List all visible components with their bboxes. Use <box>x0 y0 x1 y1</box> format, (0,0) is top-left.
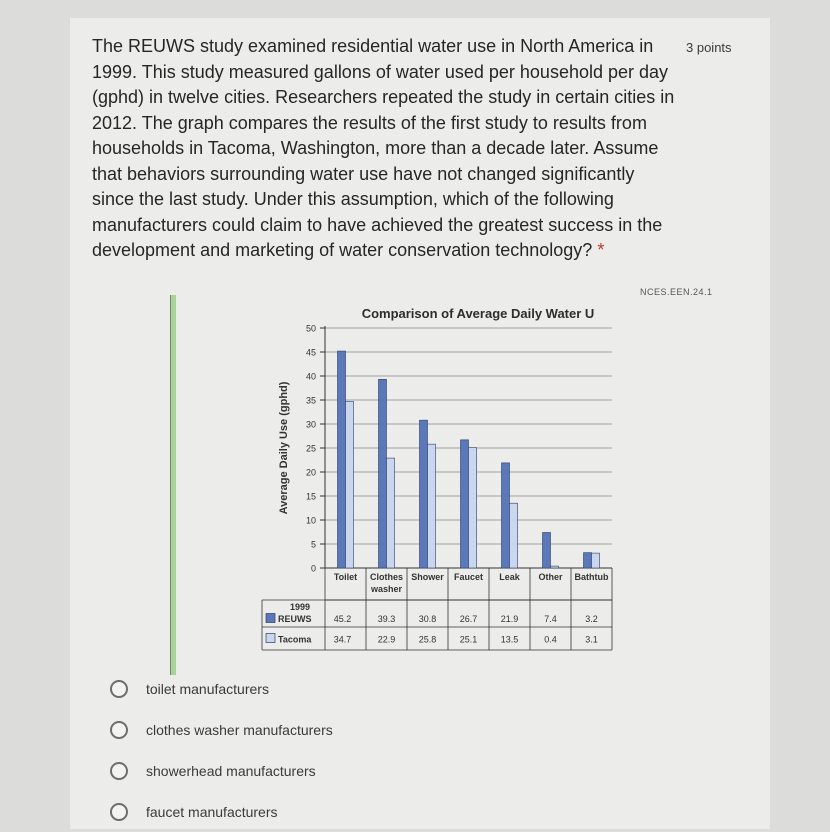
data-label: 3.1 <box>585 634 598 645</box>
bar <box>551 566 559 568</box>
data-label: 25.8 <box>418 634 437 645</box>
bar <box>461 440 469 568</box>
series-name: Tacoma <box>278 634 312 645</box>
radio-button[interactable] <box>110 762 128 780</box>
data-label: 3.2 <box>585 614 598 624</box>
series-name: 1999 <box>289 602 311 612</box>
category-label: washer <box>370 584 403 594</box>
category-label: Other <box>538 572 563 582</box>
option-label: toilet manufacturers <box>146 680 269 697</box>
y-tick-label: 25 <box>305 443 316 454</box>
bar <box>584 553 592 568</box>
question-body: The REUWS study examined residential water use in North America in 1999. This study measured gallons of water used per household per day (gphd) in twelve cities. Researchers repeated the study in certain cities in 2012. The graph compares the results of the first study to results from households in Tacoma, Washington, more than a decade later. Assume that behaviors surrounding water use have not changed significantly since the last study. Under this assumption, which of the following manufacturers could claim to have achieved the greatest success in the development and marketing of water conservation technology? <box>92 36 675 260</box>
category-label: Faucet <box>453 572 484 582</box>
series-name: REUWS <box>278 614 312 624</box>
y-tick-label: 5 <box>310 539 316 550</box>
reference-code: NCES.EEN.24.1 <box>640 287 713 297</box>
option-toilet[interactable] <box>110 668 333 709</box>
y-tick-label: 35 <box>305 395 316 406</box>
category-label: Leak <box>499 572 520 582</box>
required-asterisk: * <box>597 240 605 260</box>
bar <box>420 420 428 568</box>
data-label: 34.7 <box>333 634 352 645</box>
y-tick-label: 40 <box>305 371 316 382</box>
data-label: 25.1 <box>459 634 478 645</box>
data-label: 21.9 <box>500 614 519 624</box>
bar <box>346 401 354 568</box>
points-label: 3 points <box>686 40 732 55</box>
y-tick-label: 0 <box>310 563 316 574</box>
category-label: Clothes <box>369 572 404 582</box>
bar <box>469 448 477 568</box>
bar <box>510 503 518 568</box>
data-label: 26.7 <box>459 614 478 624</box>
category-label: Shower <box>411 572 444 582</box>
radio-button[interactable] <box>110 680 128 698</box>
bar <box>502 463 510 568</box>
bar <box>428 444 436 568</box>
y-tick-label: 45 <box>305 347 316 358</box>
option-label: showerhead manufacturers <box>146 762 316 779</box>
category-label: Toilet <box>333 572 358 582</box>
y-tick-label: 15 <box>305 491 316 502</box>
option-clothes-washer[interactable] <box>110 709 333 750</box>
option-faucet[interactable] <box>110 791 333 832</box>
y-tick-label: 10 <box>305 515 316 526</box>
category-label: Bathtub <box>574 572 609 582</box>
bar <box>543 532 551 568</box>
data-label: 30.8 <box>418 614 437 624</box>
data-label: 13.5 <box>500 634 519 645</box>
data-label: 39.3 <box>377 614 396 624</box>
y-tick-label: 30 <box>305 419 316 430</box>
data-label: 22.9 <box>377 634 396 645</box>
radio-button[interactable] <box>110 803 128 821</box>
data-label: 7.4 <box>544 614 557 624</box>
option-showerhead[interactable] <box>110 750 333 791</box>
data-label: 45.2 <box>333 614 352 624</box>
bar <box>387 458 395 568</box>
radio-button[interactable] <box>110 721 128 739</box>
chart-title: Comparison of Average Daily Water U <box>361 306 595 321</box>
data-label: 0.4 <box>544 634 557 645</box>
option-label: clothes washer manufacturers <box>146 721 333 738</box>
y-tick-label: 50 <box>305 323 316 334</box>
bar <box>379 379 387 568</box>
legend-swatch <box>266 614 275 623</box>
answer-options <box>110 668 333 832</box>
bar <box>592 553 600 568</box>
option-label: faucet manufacturers <box>146 803 278 820</box>
side-band-edge <box>170 295 171 675</box>
y-axis-label: Average Daily Use (gphd) <box>278 381 290 515</box>
legend-swatch <box>266 634 275 643</box>
bar <box>338 351 346 568</box>
y-tick-label: 20 <box>305 467 316 478</box>
